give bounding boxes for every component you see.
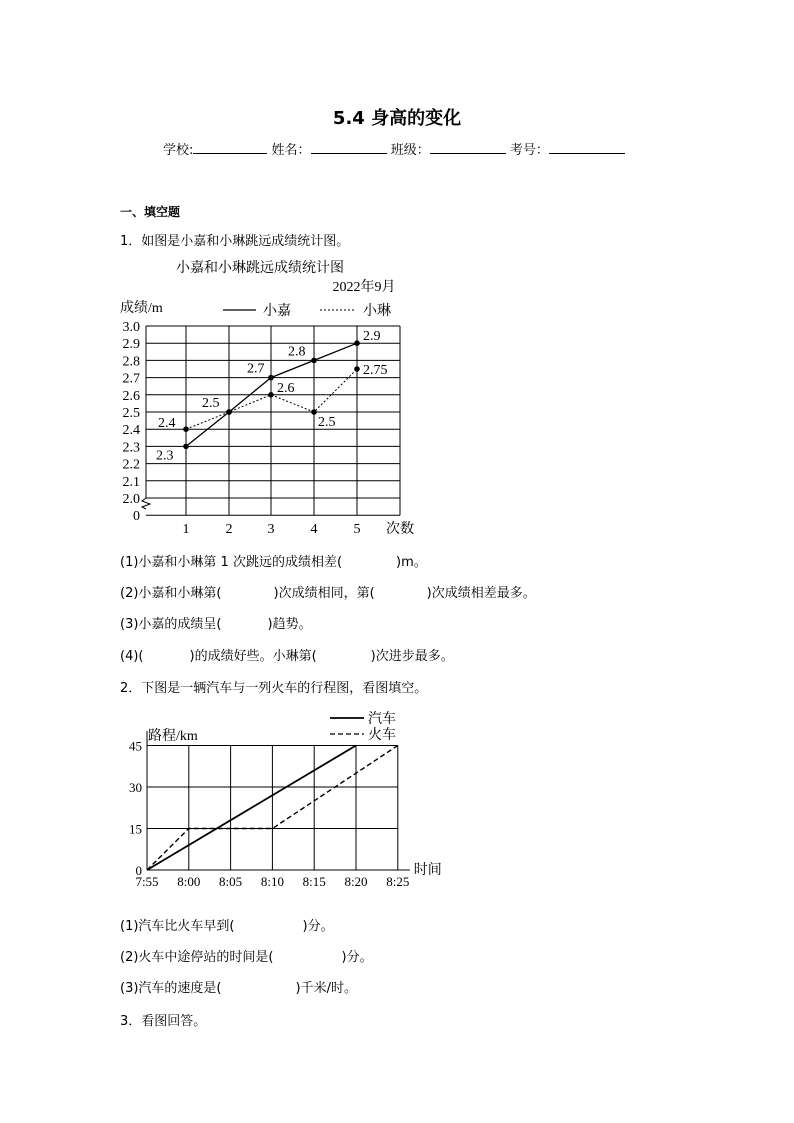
data-point — [268, 375, 274, 381]
number-field[interactable] — [549, 141, 625, 154]
y-tick-label: 30 — [129, 780, 142, 795]
name-label: 姓名： — [271, 143, 311, 158]
x-tick-label: 4 — [310, 522, 318, 538]
class-label: 班级： — [390, 143, 430, 158]
question-1-item-3 — [120, 613, 312, 632]
x-tick-label: 8:00 — [177, 874, 201, 889]
item-text: (2)小嘉和小琳第( — [120, 586, 222, 601]
question-1-item-4 — [120, 645, 454, 664]
item-text: )分。 — [341, 950, 373, 965]
number-label: 考号： — [509, 143, 549, 158]
y-tick-label: 3.0 — [122, 320, 140, 335]
y-tick-label: 2.0 — [122, 492, 140, 507]
item-text: )千米/时。 — [295, 981, 357, 996]
question-1-stem: 1．如图是小嘉和小琳跳远成绩统计图。 — [120, 234, 350, 249]
item-text: (3)小嘉的成绩呈( — [120, 617, 222, 632]
data-point — [354, 340, 360, 346]
y-tick-label: 0 — [133, 509, 140, 525]
y-tick-label: 2.1 — [122, 474, 140, 490]
legend-label: 火车 — [368, 728, 396, 743]
x-tick-label: 1 — [182, 522, 190, 538]
y-tick-label: 15 — [129, 821, 142, 837]
data-point — [354, 366, 360, 372]
y-tick-label: 2.3 — [122, 440, 140, 456]
chart-text — [129, 711, 442, 889]
question-2-item-1 — [120, 915, 334, 934]
y-tick-label: 2.5 — [122, 406, 140, 421]
series-line-汽车 — [147, 746, 356, 871]
data-label: 2.75 — [363, 363, 388, 378]
item-text: )m。 — [396, 555, 427, 570]
item-text: (3)汽车的速度是( — [120, 981, 222, 996]
chart-text — [120, 259, 414, 537]
data-point — [311, 358, 317, 364]
y-tick-label: 2.2 — [122, 457, 140, 473]
y-tick-label: 2.7 — [122, 371, 140, 387]
x-axis-label: 时间 — [413, 863, 442, 878]
data-point — [268, 392, 274, 398]
jump-chart — [110, 252, 440, 542]
item-text: )的成绩好些。小琳第( — [189, 649, 317, 664]
y-tick-label: 0 — [135, 863, 142, 878]
name-field[interactable] — [311, 141, 387, 154]
item-text: )次成绩相差最多。 — [426, 586, 536, 601]
data-label: 2.9 — [363, 329, 381, 345]
school-label: 学校: — [163, 143, 194, 158]
class-field[interactable] — [430, 141, 506, 154]
y-tick-label: 2.8 — [122, 354, 140, 370]
x-tick-label: 8:10 — [260, 874, 284, 889]
y-tick-label: 2.6 — [122, 388, 140, 404]
school-field[interactable] — [193, 141, 267, 154]
data-point — [311, 409, 317, 415]
data-label: 2.7 — [247, 361, 265, 377]
data-label: 2.4 — [158, 416, 176, 432]
legend-label: 小琳 — [363, 304, 391, 319]
question-2-item-2 — [120, 946, 373, 965]
data-label: 2.8 — [288, 344, 306, 360]
y-tick-label: 2.9 — [122, 337, 140, 353]
x-tick-label: 7:55 — [135, 874, 159, 889]
item-text: )次进步最多。 — [370, 649, 454, 664]
data-point — [226, 409, 232, 415]
y-axis-label: 路程/km — [148, 729, 198, 744]
travel-chart — [110, 704, 470, 894]
x-tick-label: 2 — [225, 522, 233, 538]
chart-subtitle: 2022年9月 — [332, 280, 396, 295]
x-tick-label: 8:05 — [219, 874, 243, 889]
question-2-item-3 — [120, 977, 357, 996]
legend-label: 汽车 — [368, 712, 396, 727]
chart-grid — [142, 310, 400, 515]
x-tick-label: 8:25 — [386, 874, 410, 889]
y-tick-label: 45 — [129, 738, 142, 754]
data-point — [183, 426, 189, 432]
data-label: 2.5 — [202, 396, 220, 411]
data-point — [183, 444, 189, 450]
item-text: (1)小嘉和小琳第 1 次跳远的成绩相差( — [120, 555, 343, 570]
data-label: 2.5 — [318, 415, 336, 430]
item-text: )趋势。 — [267, 617, 312, 632]
y-axis-label: 成绩/m — [120, 301, 163, 316]
legend-label: 小嘉 — [263, 304, 291, 319]
chart-title: 小嘉和小琳跳远成绩统计图 — [176, 261, 344, 276]
data-label: 2.3 — [156, 448, 174, 464]
question-1-item-2 — [120, 582, 536, 601]
item-text: (2)火车中途停站的时间是( — [120, 950, 274, 965]
data-label: 2.6 — [277, 380, 295, 396]
x-tick-label: 3 — [267, 522, 275, 538]
axis-break-mark — [142, 498, 150, 509]
item-text: )分。 — [302, 919, 334, 934]
item-text: (4)( — [120, 649, 144, 664]
y-tick-label: 2.4 — [122, 423, 140, 439]
page-title: 5.4 身高的变化 — [332, 108, 462, 129]
x-tick-label: 8:20 — [344, 874, 368, 889]
x-axis-label: 次数 — [386, 522, 414, 538]
student-info-line — [163, 139, 625, 158]
x-tick-label: 8:15 — [302, 874, 326, 889]
item-text: (1)汽车比火车早到( — [120, 919, 235, 934]
question-2-stem: 2．下图是一辆汽车与一列火车的行程图，看图填空。 — [120, 681, 428, 696]
question-3-stem: 3．看图回答。 — [120, 1014, 207, 1029]
x-tick-label: 5 — [353, 522, 361, 538]
section-heading: 一、填空题 — [120, 205, 181, 219]
item-text: )次成绩相同，第( — [273, 586, 375, 601]
question-1-item-1 — [120, 551, 427, 570]
